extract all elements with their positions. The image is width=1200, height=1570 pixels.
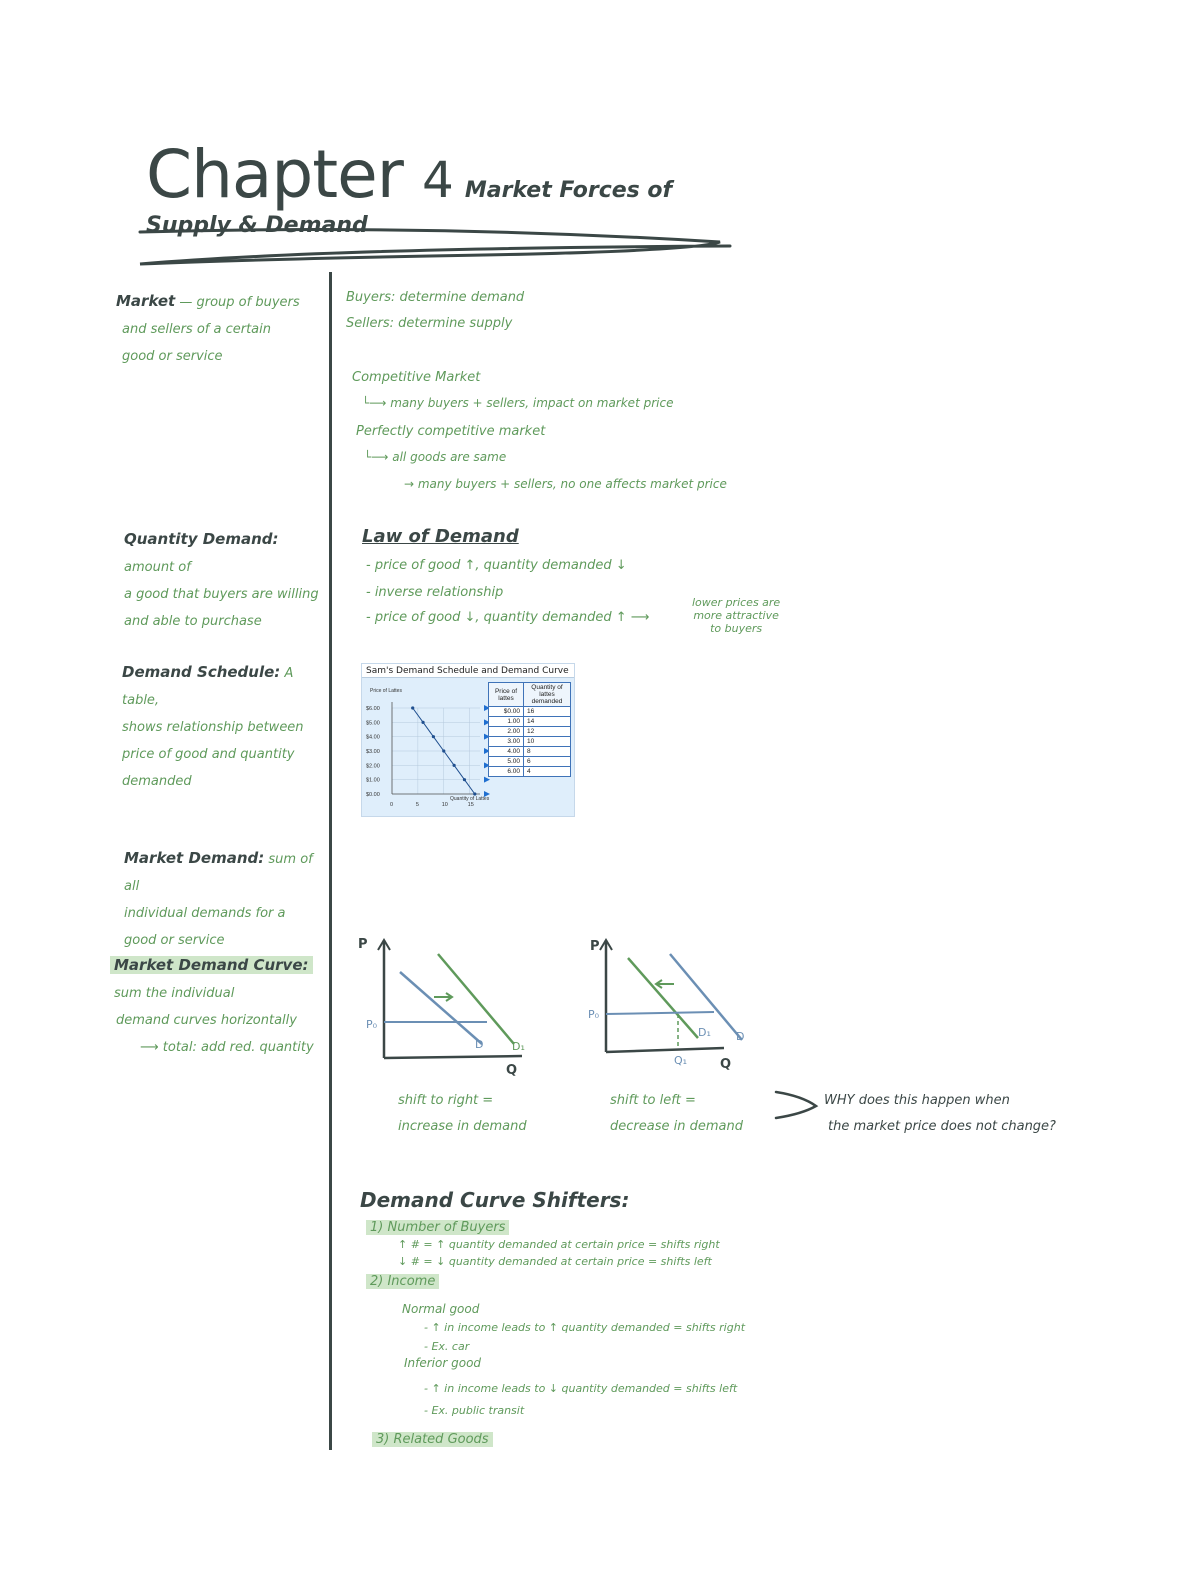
- shifters-title: Demand Curve Shifters:: [360, 1188, 630, 1212]
- law-note-line: lower prices are: [692, 596, 781, 609]
- def-line: good or service: [124, 933, 225, 948]
- schedule-row: [489, 747, 571, 757]
- shifter-3: [372, 1432, 493, 1447]
- x-tick-label: 15: [467, 802, 474, 808]
- law-of-demand-title: Law of Demand: [362, 526, 519, 547]
- def-line: good or service: [122, 349, 223, 364]
- vertical-divider: [329, 272, 332, 1450]
- shifter-1: [366, 1220, 509, 1235]
- shifter-2: [366, 1274, 439, 1289]
- g2-p0-label: P₀: [588, 1008, 600, 1021]
- sellers-line: Sellers: determine supply: [346, 316, 513, 331]
- term-market: Market: [116, 292, 176, 310]
- schedule-qty-cell: 8: [524, 747, 571, 757]
- def-line: group of buyers: [196, 295, 300, 310]
- y-tick-label: $3.00: [366, 749, 380, 755]
- schedule-price-cell: 5.00: [489, 757, 524, 767]
- caption-line: decrease in demand: [610, 1119, 743, 1134]
- inferior-good-heading: Inferior good: [404, 1356, 482, 1370]
- y-axis-label: Price of Lattes: [370, 688, 402, 694]
- def-line: demanded: [122, 774, 192, 789]
- schedule-qty-cell: 10: [524, 737, 571, 747]
- def-line: demand curves horizontally: [116, 1013, 297, 1028]
- schedule-price-cell: 6.00: [489, 767, 524, 777]
- law-note: [692, 596, 780, 635]
- perfect-def-1: └⟶ all goods are same: [364, 450, 507, 464]
- shifter-1-lines: [398, 1236, 720, 1270]
- def-line: and sellers of a certain: [122, 322, 271, 337]
- perfect-def-2: → many buyers + sellers, no one affects market price: [404, 477, 727, 491]
- schedule-row: [489, 707, 571, 717]
- why-line: the market price does not change?: [828, 1119, 1056, 1134]
- def-line: sum of all: [124, 852, 313, 894]
- normal-good-heading: Normal good: [402, 1302, 480, 1316]
- term-quantity-demand: Quantity Demand:: [124, 530, 279, 548]
- inferior-line: - ↑ in income leads to ↓ quantity demanded = shifts left: [424, 1382, 738, 1395]
- demand-point: [432, 735, 435, 738]
- page-title: [146, 136, 746, 238]
- law-line: - price of good ↓, quantity demanded ↑ ⟶: [366, 610, 650, 625]
- schedule-price-cell: 1.00: [489, 717, 524, 727]
- schedule-qty-cell: 4: [524, 767, 571, 777]
- schedule-row: [489, 717, 571, 727]
- y-tick-label: $0.00: [366, 792, 380, 798]
- g1-d-label: D: [475, 1038, 484, 1051]
- shifter-line: ↑ # = ↑ quantity demanded at certain price = shifts right: [398, 1238, 720, 1251]
- demand-point: [421, 721, 424, 724]
- def-line: amount of: [124, 560, 191, 575]
- def-market: Market — group of buyers and sellers of a certain good or service: [116, 288, 326, 370]
- y-tick-label: $4.00: [366, 734, 380, 741]
- row-arrow: [484, 777, 490, 783]
- g1-p0-label: P₀: [366, 1018, 378, 1031]
- caption-line: shift to right =: [398, 1093, 494, 1108]
- graph-shift-right: [352, 930, 542, 1080]
- y-tick-label: $5.00: [366, 720, 380, 727]
- shifter-3-heading: 3) Related Goods: [372, 1432, 493, 1447]
- perfectly-competitive-heading: Perfectly competitive market: [356, 424, 546, 439]
- buyers-line: Buyers: determine demand: [346, 290, 525, 305]
- term-market-demand-curve: Market Demand Curve:: [110, 956, 313, 974]
- title-underline: [130, 222, 740, 272]
- graph2-caption: [610, 1088, 743, 1140]
- law-note-line: to buyers: [710, 622, 763, 635]
- def-market-demand: [124, 845, 329, 954]
- law-line: - price of good ↑, quantity demanded ↓: [366, 558, 627, 573]
- schedule-chart: [362, 664, 492, 814]
- shifter-line: ↓ # = ↓ quantity demanded at certain price = shifts left: [398, 1255, 712, 1268]
- schedule-price-cell: 3.00: [489, 737, 524, 747]
- normal-good-lines: [424, 1318, 745, 1356]
- law-line: - inverse relationship: [366, 585, 504, 600]
- def-line: price of good and quantity: [122, 747, 295, 762]
- def-line: and able to purchase: [124, 614, 262, 629]
- g1-d1-label: D₁: [512, 1040, 525, 1053]
- y-tick-label: $1.00: [366, 777, 380, 784]
- law-note-line: more attractive: [693, 609, 779, 622]
- graph1-caption: [398, 1088, 527, 1140]
- demand-point: [453, 764, 456, 767]
- def-quantity-demand: [124, 526, 329, 635]
- schedule-qty-cell: 12: [524, 727, 571, 737]
- schedule-row: [489, 727, 571, 737]
- term-market-demand: Market Demand:: [124, 849, 265, 867]
- schedule-price-cell: 4.00: [489, 747, 524, 757]
- schedule-qty-cell: 16: [524, 707, 571, 717]
- x-tick-label: 5: [415, 802, 419, 808]
- inferior-good-lines: [424, 1378, 737, 1422]
- y-tick-label: $2.00: [366, 763, 380, 770]
- caption-line: increase in demand: [398, 1119, 527, 1134]
- schedule-qty-cell: 6: [524, 757, 571, 767]
- def-line: individual demands for a: [124, 906, 286, 921]
- def-line: shows relationship between: [122, 720, 304, 735]
- def-market-demand-curve: [110, 952, 325, 1061]
- schedule-row: [489, 737, 571, 747]
- why-line: WHY does this happen when: [824, 1093, 1010, 1108]
- shifter-1-heading: 1) Number of Buyers: [366, 1220, 509, 1235]
- col-price-header: Price of lattes: [489, 683, 524, 707]
- title-chapter: Chapter: [146, 136, 403, 213]
- demand-schedule-figure: [361, 663, 575, 817]
- demand-point: [463, 778, 466, 781]
- competitive-market-heading: Competitive Market: [352, 370, 481, 385]
- normal-line: - ↑ in income leads to ↑ quantity demanded = shifts right: [424, 1321, 746, 1334]
- title-subtitle: Market Forces of Supply & Demand: [146, 178, 673, 238]
- x-tick-label: 10: [441, 802, 448, 808]
- g2-d1-label: D₁: [698, 1026, 711, 1039]
- x-axis-label: Quantity of Lattes: [450, 796, 490, 802]
- g1-p-label: P: [358, 937, 368, 952]
- def-line: sum the individual: [114, 986, 235, 1001]
- demand-point: [473, 792, 476, 795]
- g2-d-label: D: [736, 1030, 745, 1043]
- inferior-line: - Ex. public transit: [424, 1404, 525, 1417]
- shifter-2-heading: 2) Income: [366, 1274, 439, 1289]
- schedule-row: [489, 757, 571, 767]
- term-demand-schedule: Demand Schedule:: [122, 663, 281, 681]
- normal-line: - Ex. car: [424, 1340, 470, 1353]
- def-line: A table,: [122, 666, 294, 708]
- schedule-title: Sam's Demand Schedule and Demand Curve: [362, 664, 574, 678]
- schedule-price-cell: 2.00: [489, 727, 524, 737]
- y-tick-label: $6.00: [366, 706, 380, 712]
- brace-icon: [772, 1088, 822, 1122]
- why-question: [824, 1088, 1056, 1140]
- x-tick-label: 0: [390, 802, 394, 808]
- def-line: a good that buyers are willing: [124, 587, 319, 602]
- competitive-market-def: └⟶ many buyers + sellers, impact on market price: [362, 396, 674, 410]
- def-demand-schedule: [122, 659, 327, 795]
- demand-point: [411, 706, 414, 709]
- def-line: ⟶ total: add red. quantity: [140, 1040, 314, 1055]
- schedule-price-cell: $0.00: [489, 707, 524, 717]
- graph-shift-left: [584, 930, 774, 1080]
- g1-q-label: Q: [506, 1063, 518, 1078]
- title-number: 4: [421, 151, 454, 209]
- caption-line: shift to left =: [610, 1093, 696, 1108]
- demand-point: [442, 749, 445, 752]
- schedule-row: [489, 767, 571, 777]
- schedule-qty-cell: 14: [524, 717, 571, 727]
- col-qty-header: Quantity of lattes demanded: [524, 683, 571, 707]
- g2-p-label: P: [590, 939, 600, 954]
- schedule-table: [488, 682, 571, 777]
- g2-q-label: Q: [720, 1057, 732, 1072]
- g2-q1-label: Q₁: [674, 1054, 688, 1067]
